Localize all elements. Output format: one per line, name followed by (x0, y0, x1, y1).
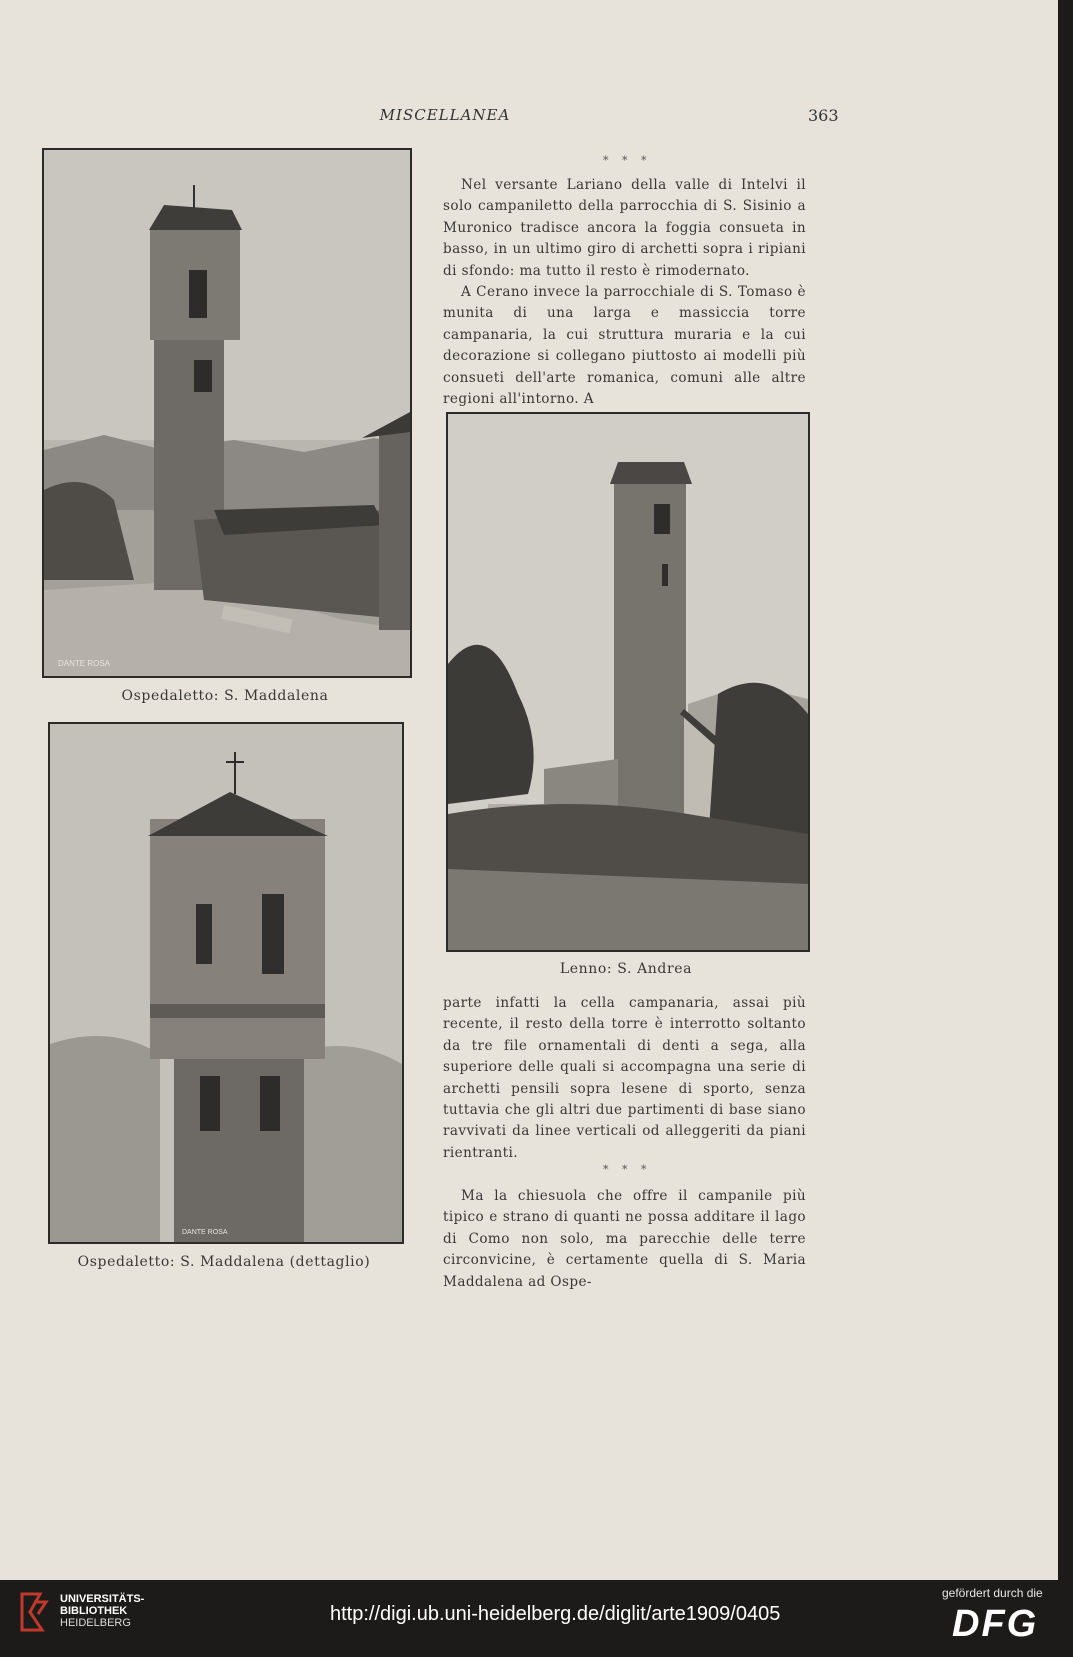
dfg-logo: DFG (952, 1603, 1039, 1645)
caption-ospedaletto: Ospedaletto: S. Maddalena (121, 688, 329, 704)
paragraph-maddalena: Ma la chiesuola che offre il campanile più tipico e strano di quanti ne possa additare il lago di Como non solo, ma parecchie delle terre circonvicine, è certamente quella di S. Maria Maddalena ad Ospe- (443, 1188, 806, 1290)
source-url-link[interactable]: http://digi.ub.uni-heidelberg.de/diglit/arte1909/0405 (330, 1603, 781, 1625)
caption-lenno: Lenno: S. Andrea (559, 961, 693, 977)
paragraph-torre: parte infatti la cella campanaria, assai più recente, il resto della torre è interrotto soltanto da tre file ornamentali di denti a sega, alla superiore delle quali si accompagna una serie di archetti pensili sopra lesene di sporto, senza tuttavia che gli altri due partimenti di base siano ravvivati da linee verticali od alleggeriti da piani rientranti. (443, 995, 806, 1161)
paragraph-cerano: A Cerano invece la parrocchiale di S. Tomaso è munita di una larga e massiccia torre campanaria, la cui struttura muraria e la cui decorazione si collegano piuttosto ai modelli più consueti dell'arte romanica, comuni alle altre regioni all'intorno. A (443, 284, 806, 408)
paragraph-muronico: Nel versante Lariano della valle di Intelvi il solo campaniletto della parrocchia di S. Sisinio a Muronico tradisce ancora la foggia consueta in basso, in un ultimo giro di archetti sopra i ripiani di sfondo: ma tutto il resto è rimodernato. (443, 177, 806, 279)
photo-credit: DANTE ROSA (182, 1229, 228, 1236)
funding-label: gefördert durch die (942, 1586, 1043, 1600)
photo-credit: DANTE ROSA (58, 659, 111, 668)
photo-ospedaletto-maddalena (42, 148, 412, 678)
photo-ospedaletto-dettaglio (48, 722, 404, 1244)
university-logo-icon (20, 1592, 50, 1636)
page-number: 363 (808, 106, 839, 125)
section-separator: * * * (603, 154, 652, 167)
photo-lenno-andrea (446, 412, 810, 952)
university-name: UNIVERSITÄTS- BIBLIOTHEK HEIDELBERG (60, 1593, 145, 1629)
caption-ospedaletto-dettaglio: Ospedaletto: S. Maddalena (dettaglio) (77, 1254, 371, 1270)
running-header: MISCELLANEA (379, 106, 511, 124)
section-separator: * * * (603, 1163, 652, 1176)
